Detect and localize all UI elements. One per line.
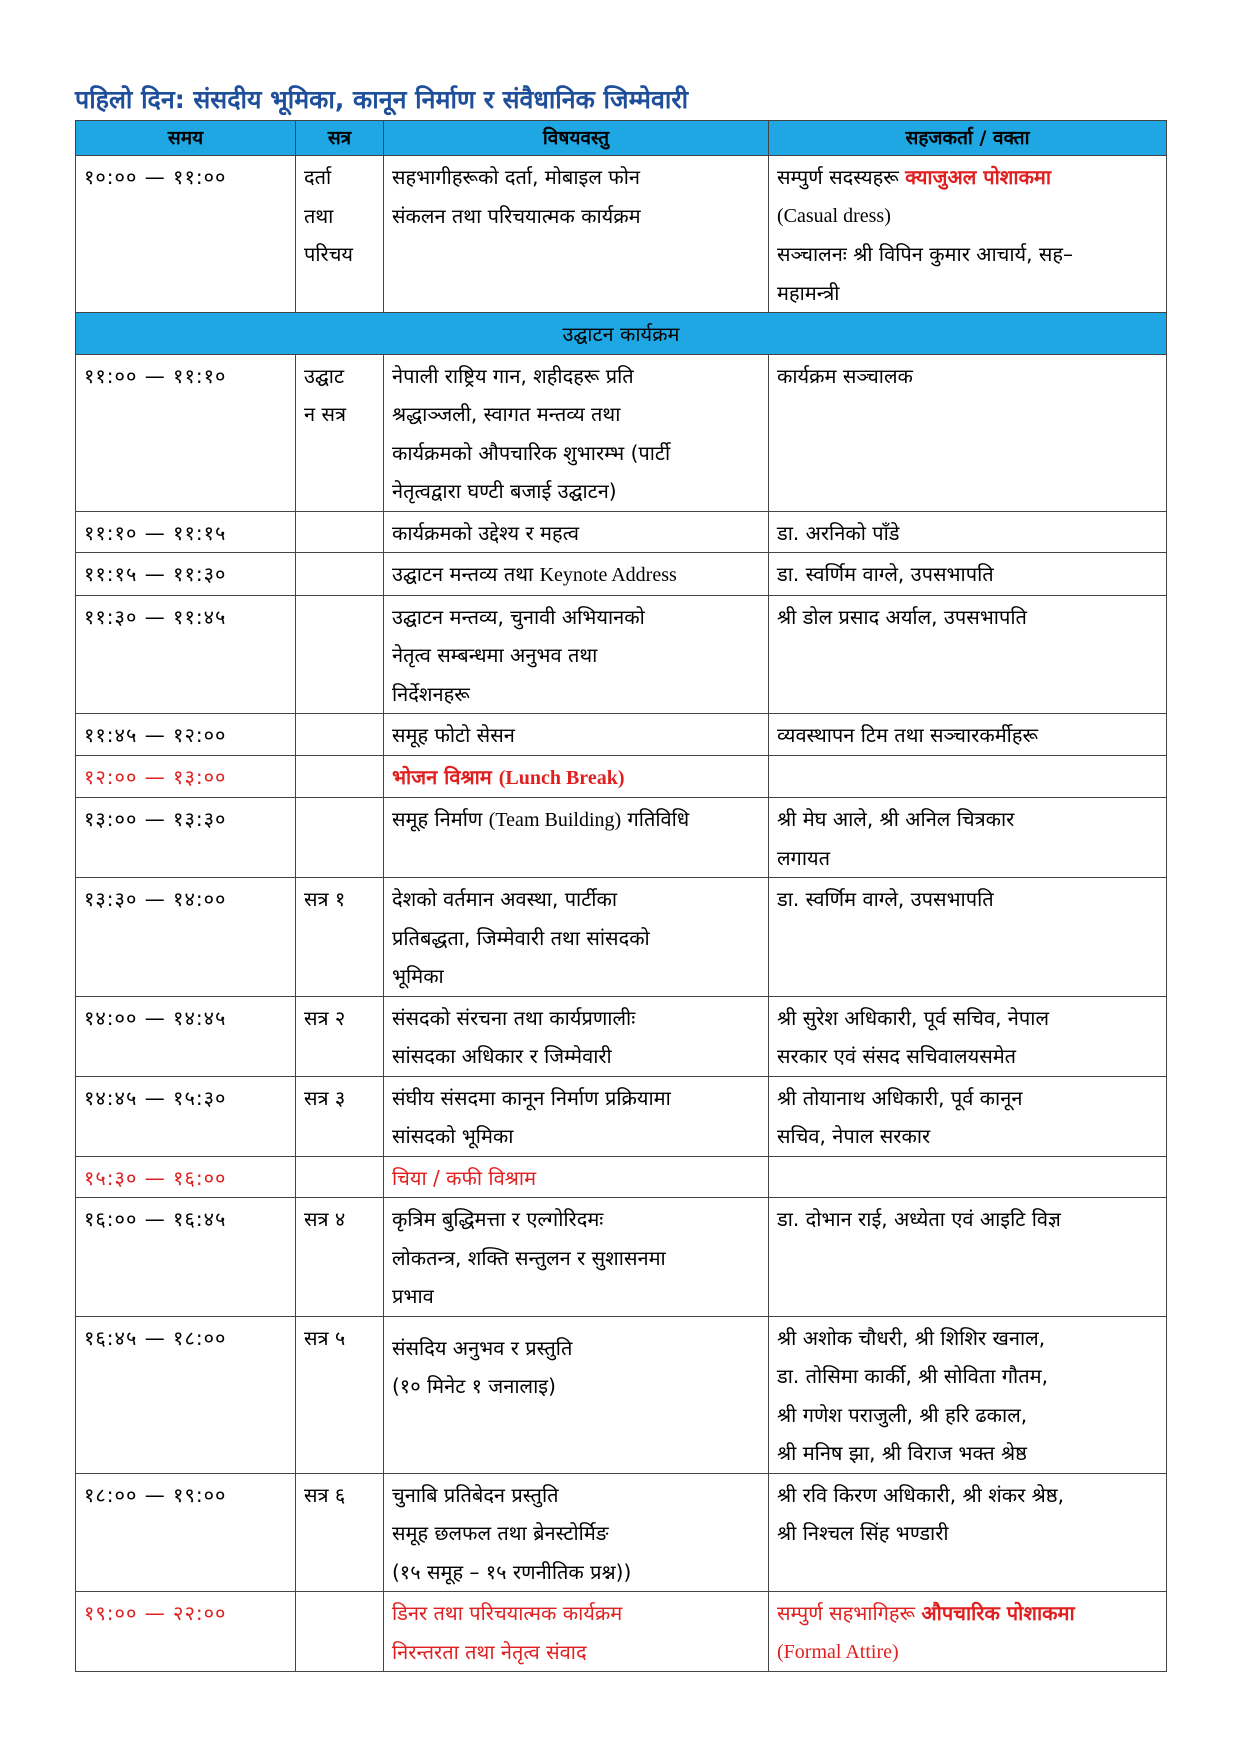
dress-code-note: औपचारिक पोशाकमा (921, 1601, 1075, 1625)
topic-line: देशको वर्तमान अवस्था, पार्टीका (392, 887, 618, 911)
dress-code-english: (Formal Attire) (777, 1640, 899, 1663)
session-cell: सत्र २ (296, 996, 384, 1076)
topic-cell (384, 354, 769, 511)
topic-cell (384, 1198, 769, 1317)
speaker-line: श्री गणेश पराजुली, श्री हरि ढकाल, (777, 1402, 1028, 1427)
speaker-cell (769, 1198, 1167, 1317)
topic-line: प्रभाव (392, 1284, 434, 1308)
topic-line: डिनर तथा परिचयात्मक कार्यक्रम (392, 1601, 623, 1625)
table-row (76, 1076, 1167, 1156)
session-cell: सत्र ४ (296, 1198, 384, 1317)
speaker-line: डा. तोसिमा कार्की, श्री सोविता गौतम, (777, 1364, 1048, 1388)
topic-line: भूमिका (392, 964, 444, 988)
speaker-cell (769, 354, 1167, 511)
topic-line: कार्यक्रमको औपचारिक शुभारम्भ (पार्टी (392, 440, 671, 465)
speaker-cell (769, 1473, 1167, 1592)
topic-line: नेपाली राष्ट्रिय गान, शहीदहरू प्रति (392, 363, 634, 388)
session-cell (296, 798, 384, 878)
table-row (76, 996, 1167, 1076)
topic-line: समूह फोटो सेसन (392, 723, 515, 747)
speaker-line: सरकार एवं संसद सचिवालयसमेत (777, 1044, 1017, 1068)
session-line: परिचय (304, 242, 354, 266)
table-row (76, 1592, 1167, 1672)
topic-line: सांसदको भूमिका (392, 1124, 514, 1148)
dress-code-note: क्याजुअल पोशाकमा (905, 165, 1052, 189)
topic-english: (Lunch Break) (498, 766, 625, 789)
topic-text: भोजन विश्राम (392, 764, 499, 789)
time-cell: १४:०० — १४:४५ (76, 996, 296, 1076)
speaker-cell (769, 156, 1167, 313)
page-title: पहिलो दिन: संसदीय भूमिका, कानून निर्माण र संवैधानिक जिम्मेवारी (75, 85, 689, 114)
session-cell (296, 755, 384, 798)
table-row (76, 1156, 1167, 1198)
section-row (76, 313, 1167, 355)
header-speaker: सहजकर्ता / वक्ता (769, 121, 1167, 156)
speaker-cell (769, 1592, 1167, 1672)
topic-line: उद्घाटन मन्तव्य, चुनावी अभियानको (392, 604, 645, 629)
table-row (76, 714, 1167, 756)
time-cell: १०:०० — ११:०० (76, 156, 296, 313)
time-cell: १६:४५ — १८:०० (76, 1316, 296, 1473)
topic-cell (384, 798, 769, 878)
topic-cell (384, 156, 769, 313)
topic-line: निरन्तरता तथा नेतृत्व संवाद (392, 1639, 587, 1664)
topic-english: (Team Building) (488, 809, 622, 831)
table-header-row (76, 121, 1167, 156)
topic-cell (384, 1076, 769, 1156)
topic-line: संघीय संसदमा कानून निर्माण प्रक्रियामा (392, 1085, 671, 1110)
speaker-cell (769, 878, 1167, 997)
topic-line: कृत्रिम बुद्धिमत्ता र एल्गोरिदमः (392, 1207, 604, 1231)
topic-cell (384, 1473, 769, 1592)
table-row (76, 354, 1167, 511)
time-cell: १४:४५ — १५:३० (76, 1076, 296, 1156)
table-row (76, 798, 1167, 878)
topic-line: नेतृत्वद्वारा घण्टी बजाई उद्घाटन) (392, 479, 617, 503)
topic-english: Keynote Address (539, 564, 677, 586)
time-cell: ११:४५ — १२:०० (76, 714, 296, 756)
header-session: सत्र (296, 121, 384, 156)
speaker-line: व्यवस्थापन टिम तथा सञ्चारकर्मीहरू (777, 723, 1038, 747)
speaker-line: श्री मनिष झा, श्री विराज भक्त श्रेष्ठ (777, 1441, 1027, 1465)
section-title: उद्घाटन कार्यक्रम (76, 313, 1167, 355)
session-line: उद्घाट (304, 363, 345, 388)
speaker-line: महामन्त्री (777, 280, 840, 305)
topic-line: संसदको संरचना तथा कार्यप्रणालीः (392, 1005, 636, 1030)
header-time: समय (76, 121, 296, 156)
session-cell (296, 156, 384, 313)
speaker-line: डा. स्वर्णिम वाग्ले, उपसभापति (777, 887, 994, 911)
schedule-table (75, 120, 1167, 1672)
speaker-line: श्री रवि किरण अधिकारी, श्री शंकर श्रेष्ठ, (777, 1482, 1064, 1507)
speaker-cell (769, 1316, 1167, 1473)
speaker-cell (769, 755, 1167, 798)
time-cell: १९:०० — २२:०० (76, 1592, 296, 1672)
table-row (76, 1198, 1167, 1317)
topic-line: संसदिय अनुभव र प्रस्तुति (392, 1335, 573, 1360)
speaker-cell (769, 553, 1167, 596)
speaker-cell (769, 511, 1167, 553)
speaker-cell (769, 1156, 1167, 1198)
speaker-text: सम्पुर्ण सहभागिहरू (777, 1601, 922, 1625)
session-cell (296, 553, 384, 596)
speaker-cell (769, 798, 1167, 878)
time-cell: १८:०० — १९:०० (76, 1473, 296, 1592)
speaker-cell (769, 714, 1167, 756)
topic-line: श्रद्धाञ्जली, स्वागत मन्तव्य तथा (392, 402, 621, 426)
topic-line: सांसदका अधिकार र जिम्मेवारी (392, 1044, 612, 1068)
speaker-line: सचिव, नेपाल सरकार (777, 1124, 931, 1148)
speaker-line: डा. दोभान राई, अध्येता एवं आइटि विज्ञ (777, 1207, 1061, 1231)
speaker-line: श्री सुरेश अधिकारी, पूर्व सचिव, नेपाल (777, 1005, 1050, 1030)
dress-code-english: (Casual dress) (777, 204, 891, 227)
time-cell: ११:१५ — ११:३० (76, 553, 296, 596)
speaker-cell (769, 996, 1167, 1076)
topic-cell (384, 511, 769, 553)
topic-text: गतिविधि (621, 807, 690, 831)
session-cell: सत्र ३ (296, 1076, 384, 1156)
session-cell (296, 714, 384, 756)
topic-line: (१० मिनेट १ जनालाइ) (392, 1374, 556, 1398)
session-cell: सत्र १ (296, 878, 384, 997)
topic-cell (384, 595, 769, 714)
session-cell (296, 1592, 384, 1672)
speaker-cell (769, 595, 1167, 714)
header-topic: विषयवस्तु (384, 121, 769, 156)
time-cell: १२:०० — १३:०० (76, 755, 296, 798)
speaker-line: सञ्चालनः श्री विपिन कुमार आचार्य, सह– (777, 242, 1074, 266)
topic-line: कार्यक्रमको उद्देश्य र महत्व (392, 520, 579, 545)
topic-cell: चिया / कफी विश्राम (384, 1156, 769, 1198)
session-cell (296, 354, 384, 511)
speaker-line: श्री मेघ आले, श्री अनिल चित्रकार (777, 807, 1015, 831)
topic-line: संकलन तथा परिचयात्मक कार्यक्रम (392, 203, 641, 228)
time-cell: ११:१० — ११:१५ (76, 511, 296, 553)
topic-text: उद्घाटन मन्तव्य तथा (392, 562, 540, 586)
speaker-line: श्री डोल प्रसाद अर्याल, उपसभापति (777, 604, 1027, 629)
speaker-line: श्री अशोक चौधरी, श्री शिशिर खनाल, (777, 1325, 1046, 1350)
speaker-line: श्री निश्चल सिंह भण्डारी (777, 1521, 949, 1545)
session-cell (296, 1156, 384, 1198)
speaker-cell (769, 1076, 1167, 1156)
table-row (76, 553, 1167, 596)
topic-cell (384, 1592, 769, 1672)
table-row (76, 878, 1167, 997)
session-cell (296, 595, 384, 714)
time-cell: ११:०० — ११:१० (76, 354, 296, 511)
session-cell: सत्र ५ (296, 1316, 384, 1473)
topic-cell (384, 878, 769, 997)
time-cell: १३:०० — १३:३० (76, 798, 296, 878)
time-cell: १६:०० — १६:४५ (76, 1198, 296, 1317)
topic-cell (384, 996, 769, 1076)
speaker-line: लगायत (777, 845, 830, 870)
topic-line: लोकतन्त्र, शक्ति सन्तुलन र सुशासनमा (392, 1245, 666, 1270)
table-row (76, 1473, 1167, 1592)
topic-line: नेतृत्व सम्बन्धमा अनुभव तथा (392, 643, 598, 667)
topic-cell (384, 553, 769, 596)
session-cell: सत्र ६ (296, 1473, 384, 1592)
topic-line: (१५ समूह – १५ रणनीतिक प्रश्न)) (392, 1559, 632, 1584)
topic-text: समूह निर्माण (392, 807, 489, 831)
session-line: न सत्र (304, 402, 347, 426)
topic-line: सहभागीहरूको दर्ता, मोबाइल फोन (392, 165, 640, 189)
time-cell: १३:३० — १४:०० (76, 878, 296, 997)
topic-line: चुनाबि प्रतिबेदन प्रस्तुति (392, 1482, 559, 1507)
session-cell (296, 511, 384, 553)
speaker-line: कार्यक्रम सञ्चालक (777, 363, 913, 388)
session-line: तथा (304, 203, 334, 228)
time-cell: १५:३० — १६:०० (76, 1156, 296, 1198)
table-row (76, 1316, 1167, 1473)
table-row (76, 511, 1167, 553)
topic-cell (384, 714, 769, 756)
speaker-line: डा. अरनिको पाँडे (777, 520, 900, 545)
topic-line: समूह छलफल तथा ब्रेनस्टोर्मिङ (392, 1521, 609, 1545)
topic-line: निर्देशनहरू (392, 681, 470, 706)
topic-cell (384, 1316, 769, 1473)
table-row (76, 156, 1167, 313)
time-cell: ११:३० — ११:४५ (76, 595, 296, 714)
session-line: दर्ता (304, 165, 332, 189)
speaker-line: श्री तोयानाथ अधिकारी, पूर्व कानून (777, 1085, 1023, 1110)
speaker-line: डा. स्वर्णिम वाग्ले, उपसभापति (777, 562, 994, 586)
speaker-text: सम्पुर्ण सदस्यहरू (777, 165, 906, 189)
topic-cell (384, 755, 769, 798)
table-row (76, 595, 1167, 714)
topic-line: प्रतिबद्धता, जिम्मेवारी तथा सांसदको (392, 925, 650, 950)
table-row (76, 755, 1167, 798)
